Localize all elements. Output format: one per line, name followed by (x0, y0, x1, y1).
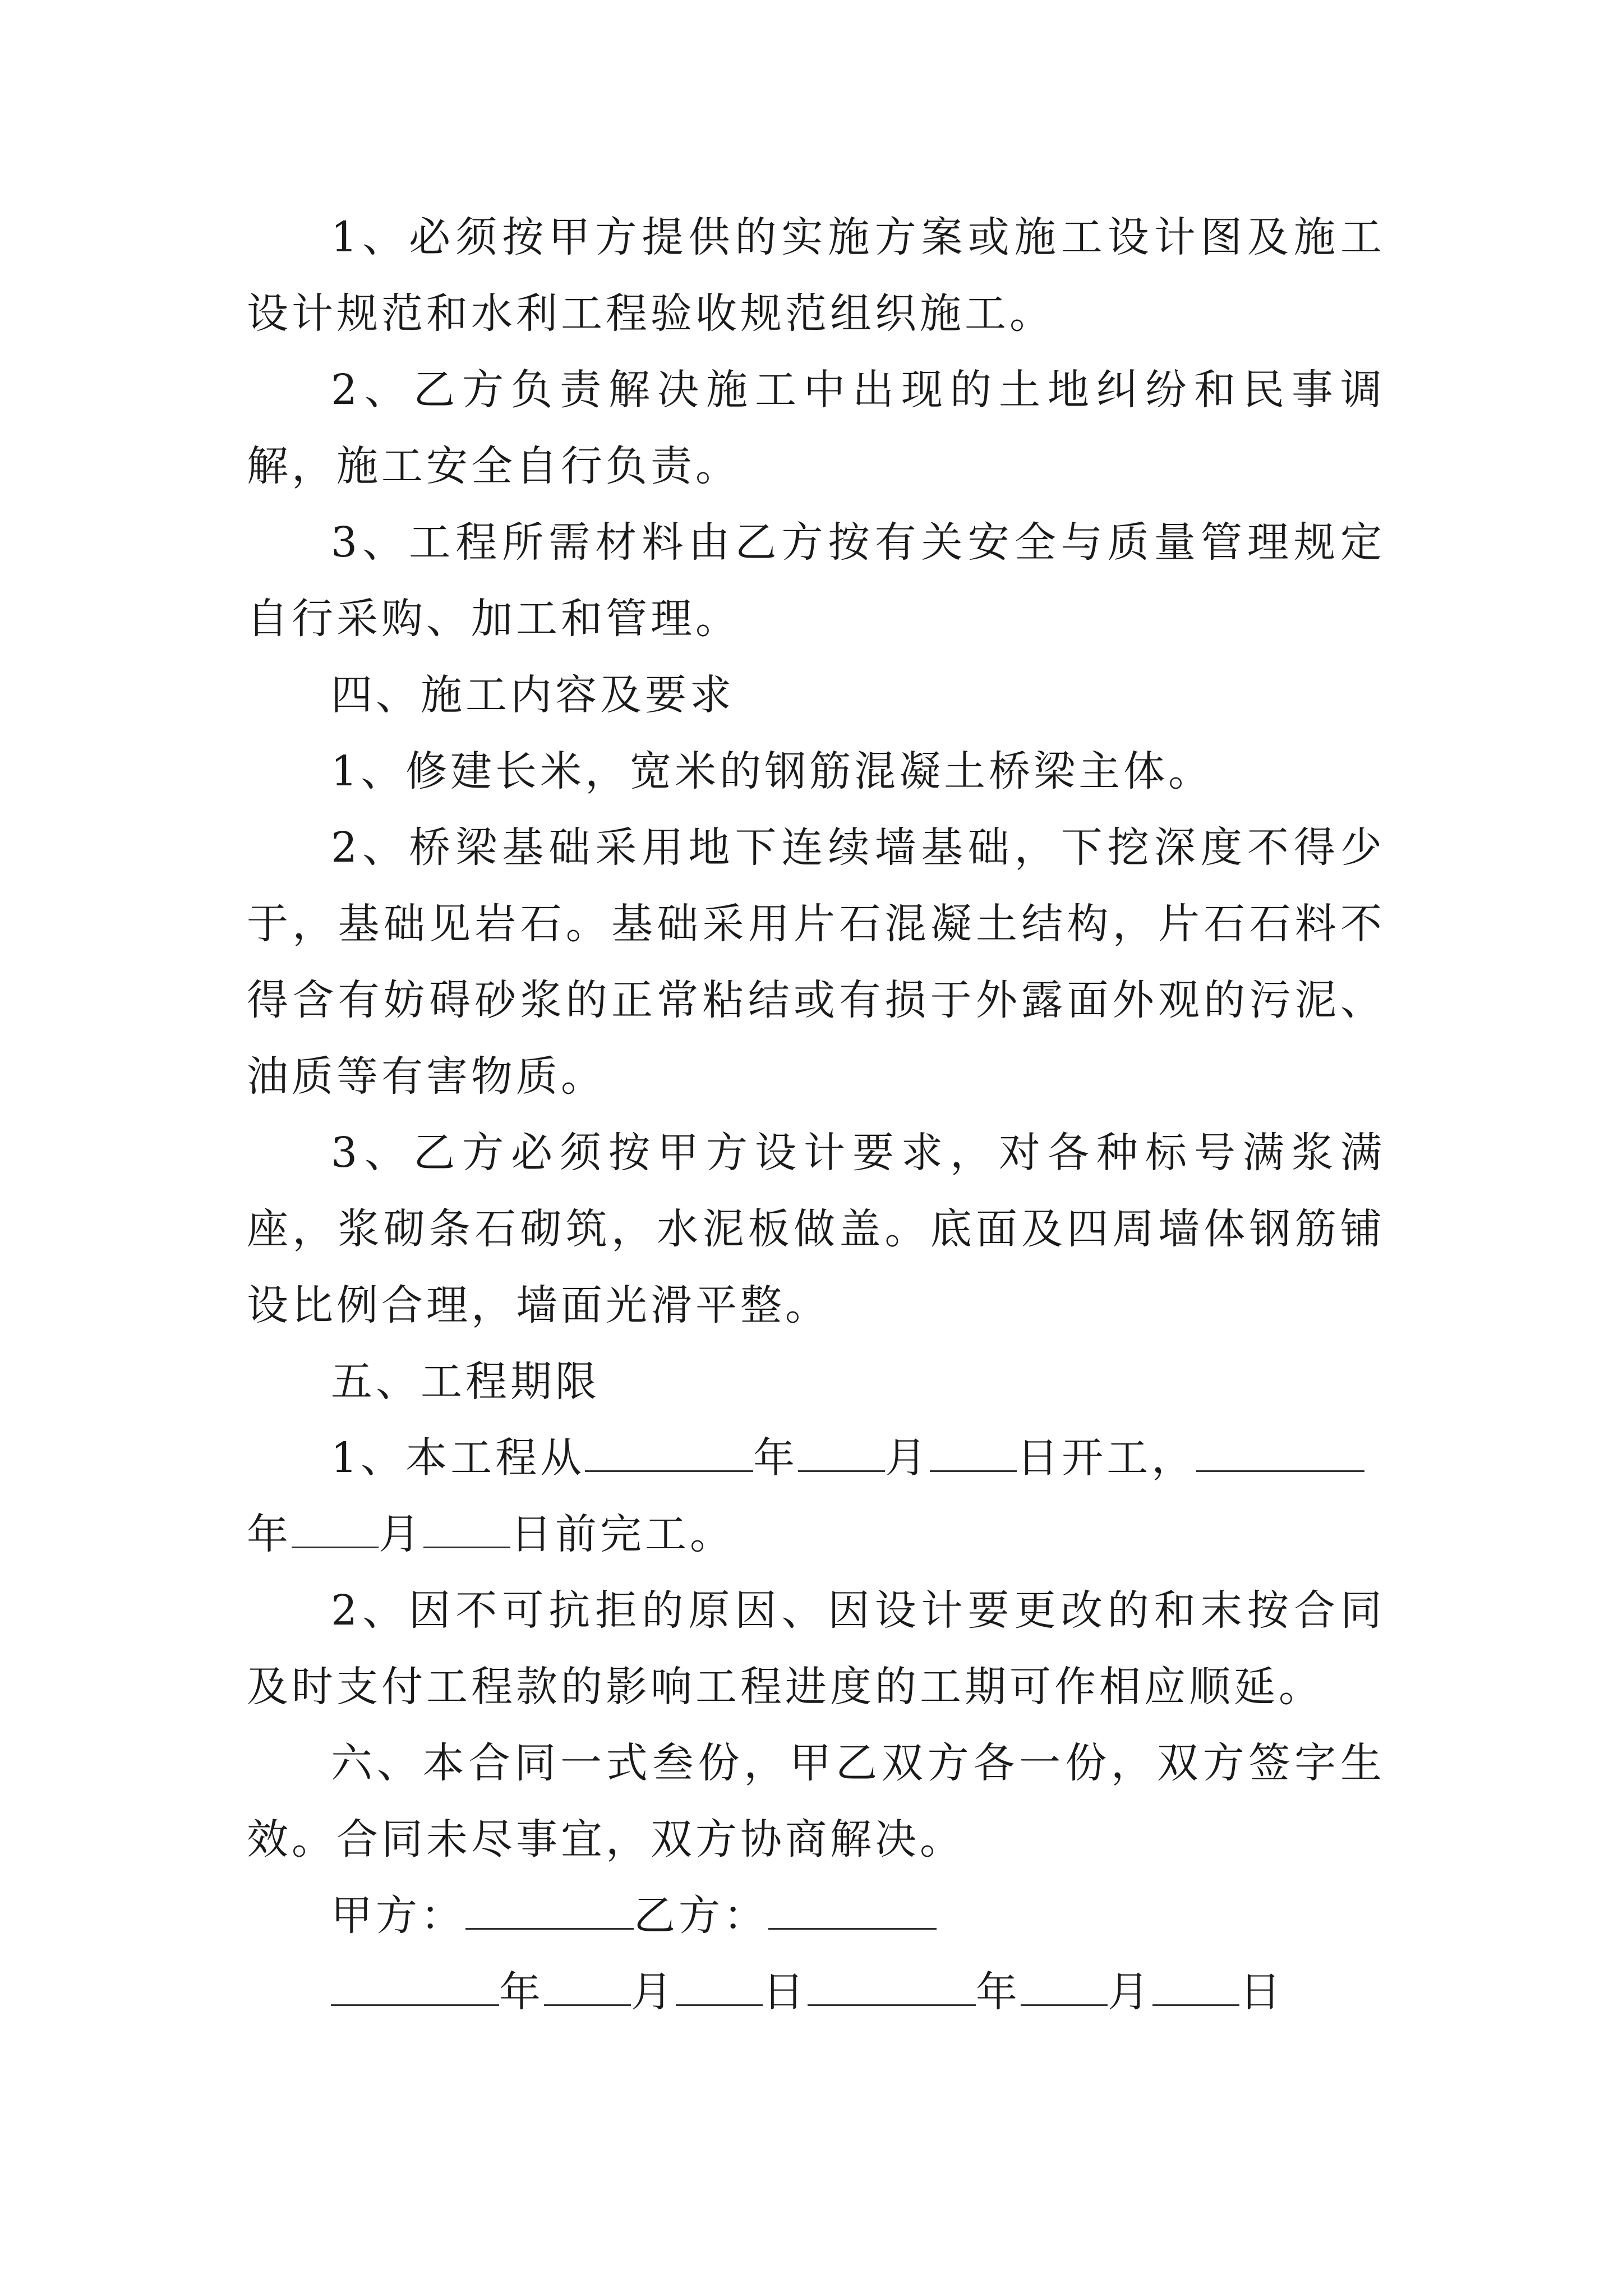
month-label: 月 (631, 1968, 676, 2016)
clause-paragraph: 六、本合同一式叁份，甲乙双方各一份，双方签字生效。合同未尽事宜，双方协商解决。 (247, 1739, 1385, 1864)
end-day-blank (423, 1504, 510, 1548)
day-label: 日 (763, 1968, 808, 2016)
section-heading: 五、工程期限 (331, 1358, 600, 1406)
clause-paragraph: 3、乙方必须按甲方设计要求，对各种标号满浆满座，浆砌条石砌筑，水泥板做盖。底面及四周墙体钢筋铺设比例合理，墙面光滑平整。 (247, 1129, 1385, 1329)
year-label: 年 (499, 1968, 544, 2016)
month-label: 月 (379, 1510, 423, 1558)
section-heading: 四、施工内容及要求 (331, 671, 735, 719)
term-clause (247, 1420, 1385, 1572)
year-label: 年 (247, 1510, 292, 1558)
start-day-blank (930, 1428, 1017, 1472)
start-day-label: 日开工， (1017, 1434, 1197, 1482)
b-day-blank (1152, 1962, 1239, 2006)
end-month-blank (292, 1504, 379, 1548)
signature-date-line (247, 1954, 1385, 2030)
clause-paragraph: 1、修建长米，宽米的钢筋混凝土桥梁主体。 (331, 747, 1214, 795)
term-line-1 (247, 1420, 1385, 1496)
clause-paragraph: 3、工程所需材料由乙方按有关安全与质量管理规定自行采购、加工和管理。 (247, 518, 1385, 643)
end-year-blank (1196, 1428, 1364, 1472)
year-label: 年 (753, 1434, 799, 1482)
end-day-label: 日前完工。 (510, 1510, 735, 1558)
party-a-label: 甲方： (331, 1892, 465, 1940)
a-day-blank (676, 1962, 763, 2006)
party-b-blank (768, 1885, 937, 1930)
signature-line (247, 1878, 1385, 1954)
day-label: 日 (1239, 1968, 1284, 2016)
clause-paragraph: 1、必须按甲方提供的实施方案或施工设计图及施工设计规范和水利工程验收规范组织施工。 (247, 213, 1385, 338)
b-month-blank (1021, 1962, 1108, 2006)
a-month-blank (544, 1962, 631, 2006)
party-a-blank (465, 1885, 634, 1930)
term-prefix: 1、本工程从 (331, 1434, 585, 1482)
start-month-blank (798, 1428, 885, 1472)
b-year-blank (808, 1962, 976, 2006)
start-year-blank (585, 1428, 753, 1472)
clause-paragraph: 2、因不可抗拒的原因、因设计要更改的和末按合同及时支付工程款的影响工程进度的工期可作相应顺延。 (247, 1586, 1385, 1711)
month-label: 月 (885, 1434, 930, 1482)
year-label: 年 (976, 1968, 1021, 2016)
term-line-2 (247, 1496, 1385, 1572)
clause-paragraph: 2、桥梁基础采用地下连续墙基础，下挖深度不得少于，基础见岩石。基础采用片石混凝土结构，片石石料不得含有妨碍砂浆的正常粘结或有损于外露面外观的污泥、油质等有害物质。 (247, 823, 1385, 1101)
a-year-blank (331, 1962, 499, 2006)
clause-paragraph: 2、乙方负责解决施工中出现的土地纠纷和民事调解，施工安全自行负责。 (247, 366, 1385, 490)
month-label: 月 (1108, 1968, 1152, 2016)
party-b-label: 乙方： (634, 1892, 768, 1940)
contract-body (247, 199, 1385, 2030)
